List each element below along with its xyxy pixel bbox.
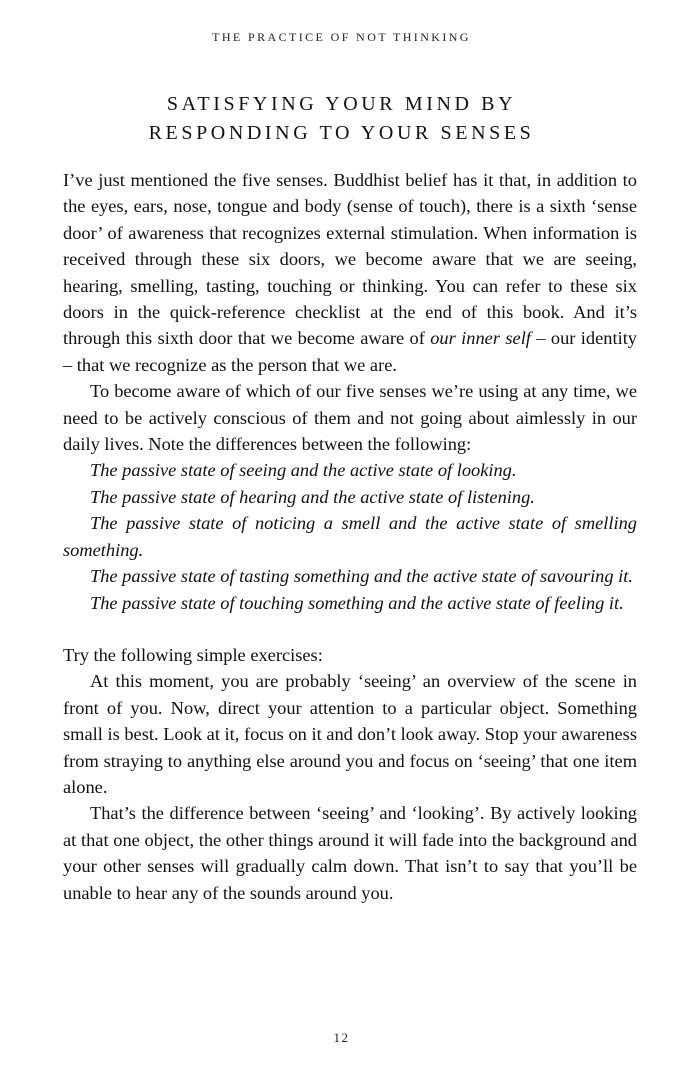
- paragraph-exercises-intro: Try the following simple exercises:: [63, 644, 323, 665]
- italic-smell-smelling: The passive state of noticing a smell and the active state of smelling something.: [63, 513, 637, 560]
- inner-self-emphasis: our inner self: [430, 328, 531, 349]
- italic-seeing-looking: The passive state of seeing and the active state of looking.: [90, 460, 517, 481]
- chapter-title: [60, 90, 623, 148]
- paragraph-six-senses: [63, 167, 637, 378]
- italic-touching-feeling: The passive state of touching something and the active state of feeling it.: [90, 592, 624, 613]
- paragraph-six-senses-part-2: – our identity – that we recognize as the person that we are.: [63, 328, 637, 375]
- paragraph-seeing-vs-looking: That’s the difference between ‘seeing’ and ‘looking’. By actively looking at that one object, the other things around it will fade into the background and your other senses will gradually calm down. That isn’t to say that you’ll be unable to hear any of the sounds around you.: [63, 803, 637, 903]
- italic-hearing-listening: The passive state of hearing and the active state of listening.: [90, 486, 535, 507]
- italic-tasting-savouring: The passive state of tasting something and the active state of savouring it.: [90, 566, 633, 587]
- paragraph-seeing-exercise: At this moment, you are probably ‘seeing’ an overview of the scene in front of you. Now, direct your attention to a particular object. Something small is best. Look at it, focus on it and don’t look away. Stop your awareness from straying to anything else around you and focus on ‘seeing’ that one item alone.: [63, 671, 637, 797]
- paragraph-six-senses-part-1: I’ve just mentioned the five senses. Buddhist belief has it that, in addition to the eyes, ears, nose, tongue and body (sense of touch), there is a sixth ‘sense door’ of awareness that recognizes external stimulation. When information is received through these six doors, we become aware that we are seeing, hearing, smelling, tasting, touching or thinking. You can refer to these six doors in the quick-reference checklist at the end of this book. And it’s through this sixth door that we become aware of: [63, 170, 637, 349]
- page-number: 12: [333, 1030, 350, 1045]
- paragraph-awareness: To become aware of which of our five senses we’re using at any time, we need to be actively conscious of them and not going about aimlessly in our daily lives. Note the differences between the following:: [63, 381, 637, 455]
- running-head: THE PRACTICE OF NOT THINKING: [212, 30, 471, 44]
- body-text: [63, 167, 637, 906]
- chapter-title-line-1: SATISFYING YOUR MIND BY: [166, 93, 517, 115]
- section-gap: [63, 616, 637, 642]
- chapter-title-line-2: RESPONDING TO YOUR SENSES: [148, 122, 535, 144]
